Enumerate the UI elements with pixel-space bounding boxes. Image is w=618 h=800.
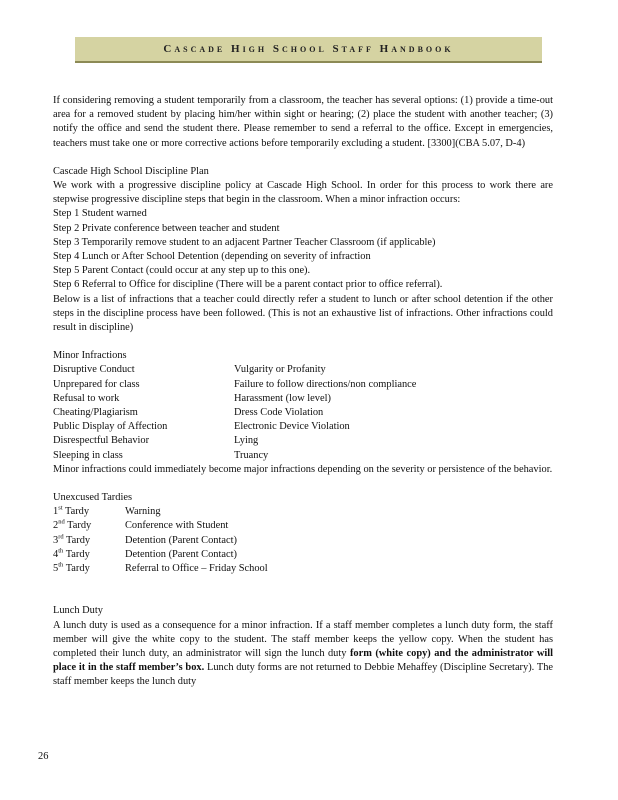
discipline-plan-title: Cascade High School Discipline Plan	[53, 165, 209, 177]
infraction-left: Disruptive Conduct	[53, 364, 135, 376]
tardy-row	[53, 548, 553, 562]
discipline-step: Step 3 Temporarily remove student to an adjacent Partner Teacher Classroom (if applicable)	[53, 236, 436, 248]
infraction-right: Truancy	[234, 449, 269, 461]
infraction-row	[53, 378, 553, 392]
infraction-left: Refusal to work	[53, 392, 120, 404]
tardy-number: 2nd Tardy	[53, 519, 92, 532]
discipline-plan-intro: We work with a progressive discipline policy at Cascade High School. In order for this process to work there are stepwise progressive discipline steps that begin in the classroom. When a minor infraction occurs:	[53, 180, 553, 206]
tardy-action: Conference with Student	[125, 520, 229, 532]
infraction-right: Harassment (low level)	[234, 392, 331, 404]
infraction-left: Public Display of Affection	[53, 421, 168, 433]
lunch-duty-title: Lunch Duty	[53, 605, 103, 617]
tardies-title: Unexcused Tardies	[53, 492, 133, 504]
infractions-explanation: Below is a list of infractions that a teacher could directly refer a student to lunch or after school detention if the other steps in the discipline process have been followed. (This is not an exhaustive list of infractions. Other infractions could result in discipline)	[53, 293, 553, 334]
page-number: 26	[38, 751, 49, 762]
infraction-row	[53, 363, 553, 377]
tardy-row	[53, 519, 553, 533]
infraction-row	[53, 449, 553, 463]
tardy-action: Detention (Parent Contact)	[125, 534, 237, 546]
infraction-right: Electronic Device Violation	[234, 421, 350, 433]
infraction-left: Cheating/Plagiarism	[53, 407, 138, 419]
infraction-left: Unprepared for class	[53, 378, 140, 390]
page-content	[53, 94, 553, 690]
intro-paragraph: If considering removing a student temporarily from a classroom, the teacher has several options: (1) provide a time-out area for a removed student by placing him/her within sight or hearing; (2) place the student with another teacher; (3) notify the office and send the student there. Please remember to send a referral to the office. Except in emergencies, teachers must take one or more corrective actions before temporarily excluding a student. [3300](CBA 5.07, D-4)	[53, 95, 553, 149]
tardy-number: 5th Tardy	[53, 561, 90, 575]
handbook-title: Cascade High School Staff Handbook	[163, 43, 454, 55]
tardy-number: 4th Tardy	[53, 547, 90, 560]
tardy-row	[53, 562, 553, 576]
infraction-right: Lying	[234, 435, 259, 447]
infraction-row	[53, 392, 553, 406]
tardy-number: 1st Tardy	[53, 504, 90, 518]
discipline-step: Step 5 Parent Contact (could occur at any step up to this one).	[53, 265, 311, 277]
discipline-step: Step 1 Student warned	[53, 208, 147, 220]
handbook-header	[75, 37, 542, 63]
infraction-left: Disrespectful Behavior	[53, 435, 150, 447]
tardy-action: Referral to Office – Friday School	[125, 563, 268, 575]
discipline-step: Step 4 Lunch or After School Detention (depending on severity of infraction	[53, 251, 371, 263]
lunch-duty-paragraph: A lunch duty is used as a consequence for a minor infraction. If a staff member completes a lunch duty form, the staff member will give the white copy to the student. The staff member keeps the yellow copy. When the student has completed their lunch duty, an administrator will sign the lunch duty form (white copy) and the administrator will place it in the staff member’s box. Lunch duty forms are not returned to Debbie Mehaffey (Discipline Secretary). The staff member keeps the lunch duty	[53, 619, 554, 688]
tardy-row	[53, 534, 553, 548]
infraction-right: Failure to follow directions/non compliance	[234, 378, 417, 390]
infraction-row	[53, 406, 553, 420]
tardy-action: Warning	[125, 506, 161, 518]
infraction-right: Dress Code Violation	[234, 407, 324, 419]
infraction-right: Vulgarity or Profanity	[234, 364, 326, 376]
minor-infractions-title: Minor Infractions	[53, 350, 127, 362]
discipline-step: Step 2 Private conference between teacher and student	[53, 222, 280, 234]
infraction-left: Sleeping in class	[53, 449, 123, 461]
tardy-action: Detention (Parent Contact)	[125, 548, 237, 560]
tardy-number: 3rd Tardy	[53, 533, 91, 546]
discipline-step: Step 6 Referral to Office for discipline (There will be a parent contact prior to office referral).	[53, 279, 443, 291]
infraction-row	[53, 420, 553, 434]
infraction-row	[53, 434, 553, 448]
minor-infractions-note: Minor infractions could immediately become major infractions depending on the severity or persistence of the behavior.	[53, 463, 553, 475]
tardy-row	[53, 505, 553, 519]
